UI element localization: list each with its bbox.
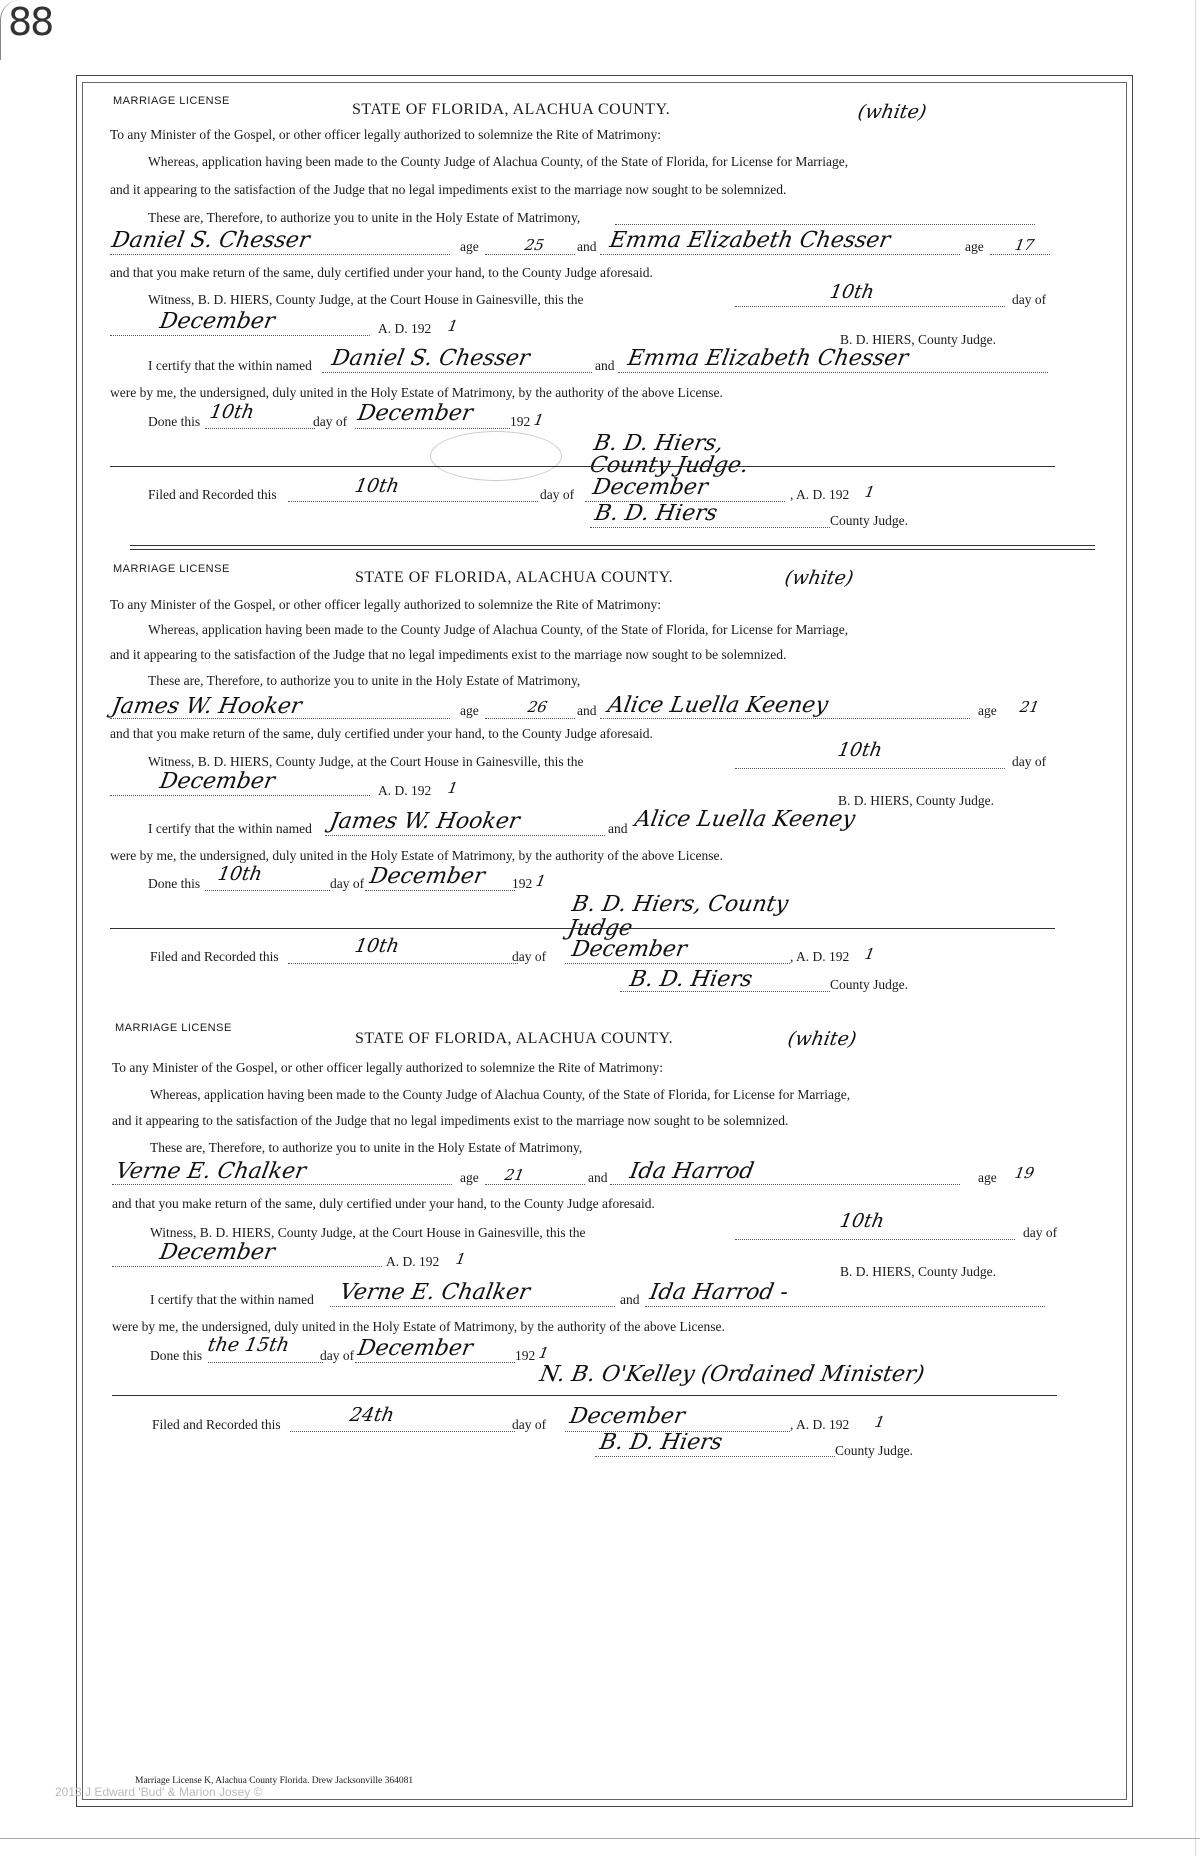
filed-label: Filed and Recorded this	[150, 949, 279, 964]
filed-ad-label: , A. D. 192	[790, 487, 850, 502]
and-label: and	[577, 239, 597, 254]
line-these: These are, Therefore, to authorize you to unite in the Holy Estate of Matrimony,	[148, 673, 581, 688]
line-united: were by me, the undersigned, duly united in the Holy Estate of Matrimony, by the authority of the above License.	[110, 848, 723, 863]
line-witness: Witness, B. D. HIERS, County Judge, at the Court House in Gainesville, this the	[148, 292, 584, 307]
judge-signature-label: B. D. HIERS, County Judge.	[838, 793, 995, 808]
ad-year: 1	[446, 779, 460, 797]
filed-signature: B. D. Hiers	[627, 967, 755, 992]
ad-label: A. D. 192	[386, 1254, 440, 1269]
right-edge	[1195, 0, 1196, 1856]
filed-month: December	[590, 475, 710, 500]
line-whereas: Whereas, application having been made to the County Judge of Alachua County, of the State of Florida, for License for Marriage,	[148, 154, 849, 169]
certify-bride: Ida Harrod -	[647, 1280, 791, 1305]
race-note: (white)	[856, 101, 929, 123]
groom-age: 21	[503, 1166, 526, 1184]
filed-signature: B. D. Hiers	[597, 1430, 725, 1455]
license-1	[109, 95, 1090, 535]
done-day: 10th	[216, 863, 265, 885]
and-label: and	[577, 703, 597, 718]
certify-bride: Emma Elizabeth Chesser	[625, 346, 911, 371]
seal-stamp	[430, 431, 562, 481]
line-to: To any Minister of the Gospel, or other officer legally authorized to solemnize the Rite of Matrimony:	[112, 1060, 664, 1075]
county-judge-label: County Judge.	[835, 1443, 914, 1458]
line-whereas: Whereas, application having been made to the County Judge of Alachua County, of the State of Florida, for License for Marriage,	[150, 1087, 851, 1102]
line-these: These are, Therefore, to authorize you to unite in the Holy Estate of Matrimony,	[148, 210, 581, 225]
ad-label: A. D. 192	[378, 321, 432, 336]
filed-day: 10th	[353, 475, 402, 497]
done-day-of: day of	[320, 1348, 355, 1363]
page-bottom-edge	[0, 1838, 1200, 1839]
filed-day-of: day of	[540, 487, 575, 502]
line-return: and that you make return of the same, duly certified under your hand, to the County Judge aforesaid.	[110, 265, 653, 280]
witness-month: December	[157, 1240, 277, 1265]
county-judge-label: County Judge.	[830, 513, 909, 528]
day-of-label: day of	[1012, 292, 1047, 307]
witness-day: 10th	[836, 739, 885, 761]
done-day-of: day of	[330, 876, 365, 891]
bride-age: 19	[1013, 1164, 1036, 1182]
filed-day-of: day of	[512, 1417, 547, 1432]
county-judge-label: County Judge.	[830, 977, 909, 992]
race-note: (white)	[786, 1028, 859, 1050]
filed-day: 24th	[348, 1404, 397, 1426]
line-witness: Witness, B. D. HIERS, County Judge, at the Court House in Gainesville, this the	[150, 1225, 586, 1240]
age-label: age	[460, 1170, 479, 1185]
done-label: Done this	[148, 876, 201, 891]
line-appearing: and it appearing to the satisfaction of the Judge that no legal impediments exist to the marriage now sought to be solemnized.	[110, 182, 787, 197]
section-divider	[130, 545, 1095, 546]
copyright-watermark: 2013 J Edward 'Bud' & Marion Josey ©	[55, 1785, 263, 1799]
witness-month: December	[157, 309, 277, 334]
line-whereas: Whereas, application having been made to the County Judge of Alachua County, of the State of Florida, for License for Marriage,	[148, 622, 849, 637]
and-label: and	[588, 1170, 608, 1185]
bride-name: Ida Harrod	[627, 1159, 756, 1184]
ad-label: A. D. 192	[378, 783, 432, 798]
filed-day: 10th	[353, 935, 402, 957]
done-day: 10th	[208, 401, 257, 423]
done-year: 1	[534, 872, 548, 890]
filed-month: December	[569, 937, 689, 962]
certify-bride: Alice Luella Keeney	[632, 807, 857, 832]
groom-age: 25	[523, 236, 546, 254]
license-label: MARRIAGE LICENSE	[113, 95, 230, 107]
witness-month: December	[157, 769, 277, 794]
filed-signature: B. D. Hiers	[592, 501, 720, 526]
line-to: To any Minister of the Gospel, or other officer legally authorized to solemnize the Rite of Matrimony:	[110, 127, 662, 142]
license-label: MARRIAGE LICENSE	[113, 563, 230, 575]
line-these: These are, Therefore, to authorize you to unite in the Holy Estate of Matrimony,	[150, 1140, 583, 1155]
groom-name: James W. Hooker	[109, 694, 304, 719]
groom-age: 26	[526, 698, 549, 716]
filed-year: 1	[863, 945, 877, 963]
certify-groom: James W. Hooker	[327, 809, 522, 834]
ad-year: 1	[446, 317, 460, 335]
section-divider	[130, 549, 1095, 550]
filed-month: December	[567, 1404, 687, 1429]
filed-ad-label: , A. D. 192	[790, 1417, 850, 1432]
line-united: were by me, the undersigned, duly united in the Holy Estate of Matrimony, by the authority of the above License.	[112, 1319, 725, 1334]
form-footer: Marriage License K, Alachua County Florida. Drew Jacksonville 364081	[135, 1776, 414, 1786]
certify-label: I certify that the within named	[148, 821, 312, 836]
age-label: age	[460, 703, 479, 718]
and-label: and	[608, 821, 628, 836]
age-label: age	[965, 239, 984, 254]
filed-ad-label: , A. D. 192	[790, 949, 850, 964]
line-appearing: and it appearing to the satisfaction of the Judge that no legal impediments exist to the marriage now sought to be solemnized.	[110, 647, 787, 662]
license-2	[109, 563, 1090, 1003]
line-witness: Witness, B. D. HIERS, County Judge, at the Court House in Gainesville, this the	[148, 754, 584, 769]
filed-year: 1	[863, 483, 877, 501]
done-month: December	[355, 1336, 475, 1361]
done-day: the 15th	[206, 1334, 292, 1356]
line-return: and that you make return of the same, duly certified under your hand, to the County Judge aforesaid.	[110, 726, 653, 741]
bride-name: Emma Elizabeth Chesser	[607, 228, 893, 253]
day-of-label: day of	[1023, 1225, 1058, 1240]
judge-signature-label: B. D. HIERS, County Judge.	[840, 1264, 997, 1279]
judge-signature-label: B. D. HIERS, County Judge.	[840, 332, 997, 347]
license-title: STATE OF FLORIDA, ALACHUA COUNTY.	[352, 101, 671, 118]
done-year-label: 192	[512, 876, 533, 891]
done-year: 1	[537, 1344, 551, 1362]
certify-groom: Verne E. Chalker	[337, 1280, 532, 1305]
done-year-label: 192	[515, 1348, 536, 1363]
filed-year: 1	[873, 1413, 887, 1431]
line-to: To any Minister of the Gospel, or other officer legally authorized to solemnize the Rite of Matrimony:	[110, 597, 662, 612]
age-label: age	[978, 1170, 997, 1185]
and-label: and	[595, 358, 615, 373]
license-title: STATE OF FLORIDA, ALACHUA COUNTY.	[355, 569, 674, 586]
page-number: 88	[8, 0, 53, 44]
groom-name: Verne E. Chalker	[113, 1159, 308, 1184]
officiant-signature: N. B. O'Kelley (Ordained Minister)	[537, 1362, 927, 1387]
certify-label: I certify that the within named	[148, 358, 312, 373]
bride-age: 21	[1018, 698, 1041, 716]
bride-age: 17	[1013, 236, 1036, 254]
day-of-label: day of	[1012, 754, 1047, 769]
and-label: and	[620, 1292, 640, 1307]
certify-groom: Daniel S. Chesser	[329, 346, 532, 371]
groom-name: Daniel S. Chesser	[109, 228, 312, 253]
license-label: MARRIAGE LICENSE	[115, 1022, 232, 1034]
filed-label: Filed and Recorded this	[152, 1417, 281, 1432]
certify-label: I certify that the within named	[150, 1292, 314, 1307]
line-appearing: and it appearing to the satisfaction of the Judge that no legal impediments exist to the marriage now sought to be solemnized.	[112, 1113, 789, 1128]
line-united: were by me, the undersigned, duly united in the Holy Estate of Matrimony, by the authority of the above License.	[110, 385, 723, 400]
done-month: December	[355, 401, 475, 426]
race-note: (white)	[783, 567, 856, 589]
age-label: age	[978, 703, 997, 718]
done-label: Done this	[150, 1348, 203, 1363]
witness-day: 10th	[838, 1210, 887, 1232]
bride-name: Alice Luella Keeney	[605, 693, 830, 718]
filed-label: Filed and Recorded this	[148, 487, 277, 502]
done-month: December	[367, 864, 487, 889]
license-3	[112, 1022, 1090, 1462]
witness-day: 10th	[828, 281, 877, 303]
age-label: age	[460, 239, 479, 254]
done-year-label: 192	[510, 414, 531, 429]
license-title: STATE OF FLORIDA, ALACHUA COUNTY.	[355, 1030, 674, 1047]
done-day-of: day of	[313, 414, 348, 429]
ad-year: 1	[454, 1250, 468, 1268]
done-label: Done this	[148, 414, 201, 429]
officiant-signature: B. D. Hiers, County Judge	[565, 892, 791, 941]
line-return: and that you make return of the same, duly certified under your hand, to the County Judge aforesaid.	[112, 1196, 655, 1211]
done-year: 1	[532, 411, 546, 429]
officiant-signature: B. D. Hiers, County Judge.	[587, 431, 751, 478]
filed-day-of: day of	[512, 949, 547, 964]
